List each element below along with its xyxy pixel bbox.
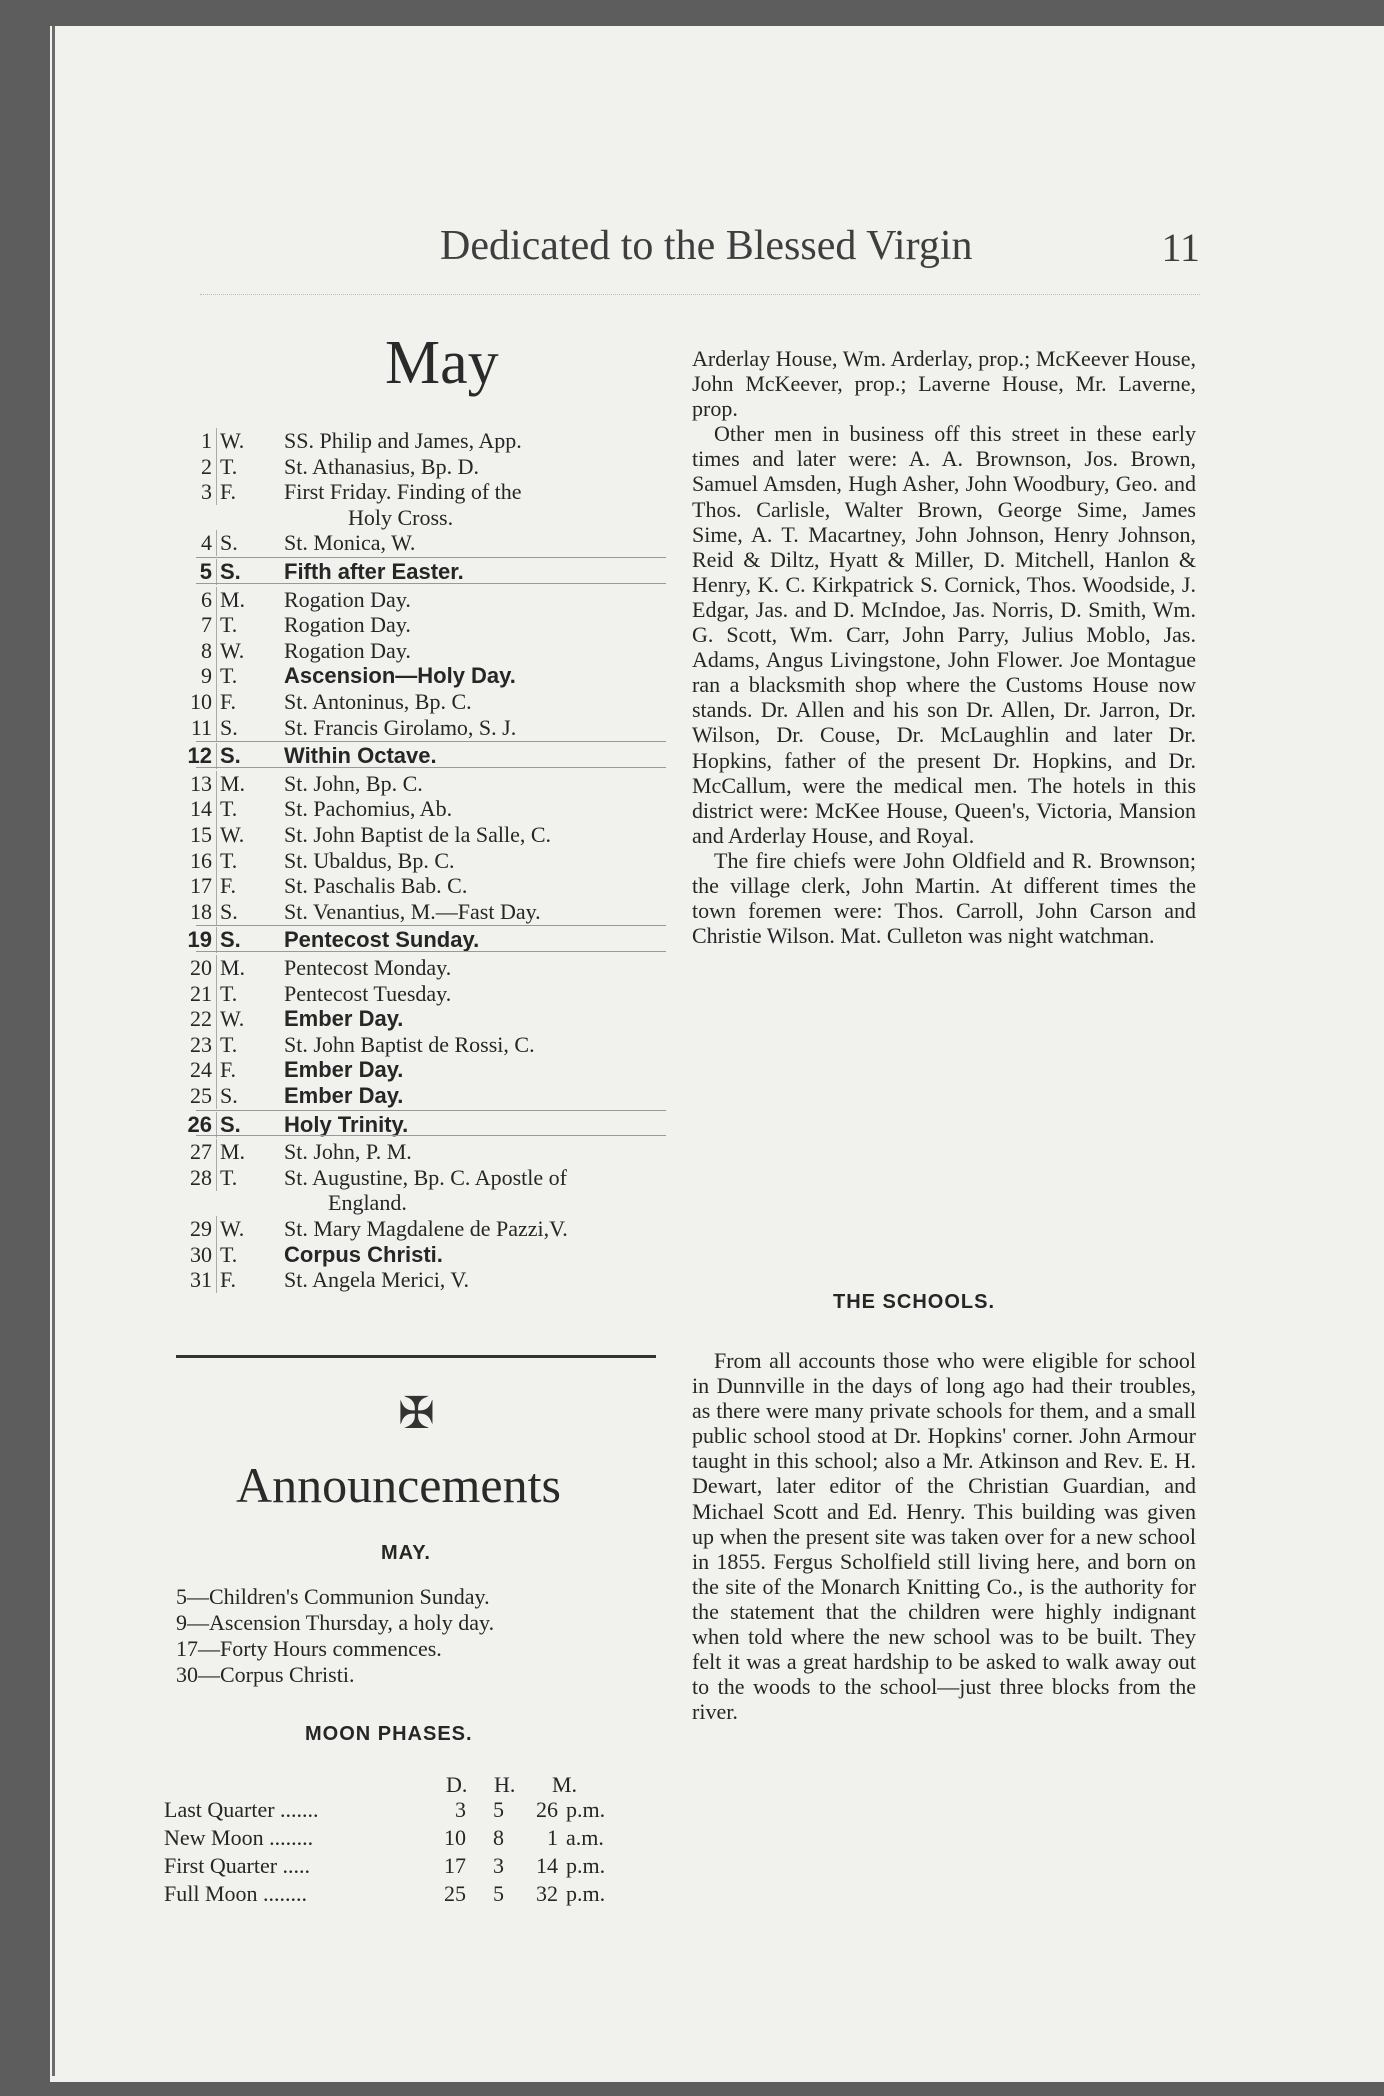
announcement-item: 5—Children's Communion Sunday. — [176, 1584, 490, 1609]
calendar-column-rule — [216, 587, 217, 613]
cross-ornament-icon: ✠ — [398, 1389, 435, 1438]
calendar-day-number: 1 — [201, 428, 212, 453]
calendar-feast: Holy Trinity. — [284, 1111, 409, 1137]
calendar-entry — [168, 1139, 688, 1165]
calendar-day-number: 25 — [190, 1083, 212, 1108]
moon-phase-hour: 3 — [493, 1853, 504, 1878]
moon-phase-label: Last Quarter ....... — [164, 1797, 319, 1822]
calendar-feast: Ember Day. — [284, 1006, 404, 1032]
calendar-column-rule — [216, 1083, 217, 1109]
calendar-weekday: T. — [220, 612, 238, 638]
calendar-entry — [168, 1057, 688, 1083]
calendar-weekday: S. — [220, 714, 238, 740]
calendar-feast: Corpus Christi. — [284, 1241, 443, 1267]
calendar-column-rule — [216, 1057, 217, 1083]
moon-phase-row — [164, 1880, 654, 1908]
announcements-title: Announcements — [236, 1457, 561, 1513]
calendar-feast: Ember Day. — [284, 1083, 404, 1108]
calendar-entry — [168, 796, 688, 822]
calendar-weekday: T. — [220, 796, 238, 822]
calendar-feast: Pentecost Monday. — [284, 955, 452, 980]
moon-header-hours: H. — [494, 1772, 516, 1797]
calendar-entry — [168, 927, 688, 953]
calendar-weekday: F. — [220, 1267, 236, 1293]
calendar-day-number: 19 — [187, 927, 212, 953]
calendar-column-rule — [216, 1216, 217, 1242]
calendar-weekday: T. — [220, 453, 238, 479]
calendar-column-rule — [216, 1267, 217, 1293]
calendar-column-rule — [216, 1112, 217, 1138]
calendar-day-number: 29 — [190, 1216, 212, 1241]
calendar-entry — [168, 899, 688, 925]
sunday-separator — [196, 951, 666, 952]
moon-phase-period: p.m. — [566, 1797, 606, 1822]
sunday-separator — [196, 767, 666, 768]
calendar-day-number: 16 — [190, 847, 212, 873]
calendar-day-number: 5 — [199, 559, 212, 584]
calendar-weekday: S. — [220, 898, 238, 924]
calendar-day-number: 27 — [190, 1139, 212, 1165]
calendar-column-rule — [216, 1242, 217, 1268]
moon-header-days: D. — [446, 1772, 468, 1797]
calendar-feast: St. Venantius, M.—Fast Day. — [284, 898, 541, 924]
calendar-column-rule — [216, 899, 217, 925]
calendar-weekday: W. — [220, 1006, 245, 1032]
calendar-column-rule — [216, 822, 217, 848]
calendar-feast: Rogation Day. — [284, 637, 411, 663]
schools-paragraph: From all accounts those who were eligible for school in Dunnville in the days of long ago had their troubles, as there were many private schools for them, and a small public school stood at Dr. Hopkins' corner. John Armour taught in this school; also a Mr. Atkinson and Rev. E. H. Dewart, later editor of the Christian Guardian, and Michael Scott and Ed. Henry. This building was given up when the present site was taken over for a new school in 1855. Fergus Scholfield still living here, and born on the site of the Monarch Knitting Co., is the authority for the statement that the children were highly indignant when told where the new school was to be built. They felt it was a great hardship to be asked to walk away out to the woods to the school—just three blocks from the river. — [692, 1348, 1196, 1725]
calendar-weekday: M. — [220, 1139, 246, 1165]
calendar-feast: St. Angela Merici, V. — [284, 1267, 469, 1293]
history-paragraph: Arderlay House, Wm. Arderlay, prop.; McKeever House, John McKeever, prop.; Laverne House, Mr. Laverne, prop. — [692, 346, 1196, 422]
calendar-entry — [168, 822, 688, 848]
calendar-weekday: F. — [220, 1057, 236, 1083]
calendar-feast-continuation: Holy Cross. — [348, 504, 454, 530]
calendar-day-number: 13 — [190, 770, 212, 796]
running-header — [440, 222, 1200, 282]
calendar-entry — [168, 1006, 688, 1032]
calendar-entry — [168, 663, 688, 689]
calendar-entry — [168, 559, 688, 585]
calendar-day-number: 9 — [201, 663, 212, 689]
calendar-entry — [168, 1112, 688, 1138]
calendar-weekday: S. — [220, 1083, 238, 1108]
calendar-weekday: S. — [220, 1111, 241, 1137]
moon-phase-hour: 5 — [493, 1797, 504, 1822]
calendar-feast: St. Francis Girolamo, S. J. — [284, 714, 517, 740]
calendar-entry — [168, 612, 688, 638]
moon-phase-day: 3 — [455, 1797, 466, 1822]
calendar-day-number: 15 — [190, 822, 212, 847]
sunday-separator — [196, 557, 666, 558]
calendar-weekday: F. — [220, 689, 236, 714]
calendar-entry — [168, 981, 688, 1007]
moon-phase-label: Full Moon ........ — [164, 1881, 308, 1906]
calendar-weekday: S. — [220, 743, 241, 769]
calendar-day-number: 2 — [201, 453, 212, 479]
calendar-weekday: F. — [220, 479, 236, 505]
calendar-feast: St. Mary Magdalene de Pazzi,V. — [284, 1216, 568, 1241]
calendar-day-number: 24 — [190, 1057, 212, 1083]
calendar-feast: St. Pachomius, Ab. — [284, 796, 453, 822]
header-title: Dedicated to the Blessed Virgin — [440, 223, 973, 269]
calendar-day-number: 31 — [190, 1267, 212, 1293]
calendar-feast-continuation: England. — [328, 1190, 407, 1216]
calendar-weekday: T. — [220, 980, 238, 1006]
calendar-feast: St. Ubaldus, Bp. C. — [284, 847, 455, 873]
calendar-column-rule — [216, 927, 217, 953]
calendar-feast: St. John Baptist de Rossi, C. — [284, 1031, 535, 1057]
calendar-entry — [168, 1165, 688, 1191]
calendar-day-number: 6 — [201, 586, 212, 612]
calendar-day-number: 3 — [201, 479, 212, 505]
calendar-entry — [168, 479, 688, 505]
calendar-feast: First Friday. Finding of the — [284, 479, 522, 505]
moon-phase-period: p.m. — [566, 1853, 606, 1878]
calendar-entry — [168, 955, 688, 981]
calendar-day-number: 10 — [190, 689, 212, 714]
moon-phase-minute: 14 — [536, 1853, 558, 1878]
calendar-feast: St. Augustine, Bp. C. Apostle of — [284, 1164, 567, 1190]
sunday-separator — [196, 1135, 666, 1136]
calendar-feast: Pentecost Sunday. — [284, 927, 480, 953]
calendar-column-rule — [216, 454, 217, 480]
calendar-entry — [168, 743, 688, 769]
calendar-entry — [168, 587, 688, 613]
announcements-list — [176, 1584, 494, 1688]
calendar-feast: Ascension—Holy Day. — [284, 663, 516, 689]
calendar-day-number: 8 — [201, 637, 212, 663]
calendar-column-rule — [216, 743, 217, 769]
calendar-feast: Within Octave. — [284, 743, 437, 769]
calendar-feast: SS. Philip and James, App. — [284, 428, 522, 453]
calendar-day-number: 14 — [190, 796, 212, 822]
calendar-column-rule — [216, 612, 217, 638]
calendar-column-rule — [216, 663, 217, 689]
calendar-feast: St. Monica, W. — [284, 530, 416, 556]
calendar-weekday: T. — [220, 1031, 238, 1057]
calendar-feast: St. John Baptist de la Salle, C. — [284, 822, 552, 847]
calendar-entry — [168, 1267, 688, 1293]
moon-phase-label: First Quarter ..... — [164, 1853, 311, 1878]
moon-phase-row — [164, 1852, 654, 1880]
calendar-column-rule — [216, 638, 217, 664]
calendar-feast: St. Paschalis Bab. C. — [284, 873, 468, 899]
calendar-entry — [168, 530, 688, 556]
sunday-separator — [196, 583, 666, 584]
announcements-subtitle: MAY. — [381, 1542, 431, 1564]
moon-phase-hour: 8 — [493, 1825, 504, 1850]
calendar-column-rule — [216, 796, 217, 822]
moon-phase-day: 10 — [444, 1825, 466, 1850]
calendar-day-number: 4 — [201, 530, 212, 556]
calendar-weekday: T. — [220, 1164, 238, 1190]
moon-phase-day: 25 — [444, 1881, 466, 1906]
calendar-column-rule — [216, 873, 217, 899]
schools-heading: THE SCHOOLS. — [833, 1291, 996, 1313]
calendar-feast: Pentecost Tuesday. — [284, 980, 452, 1006]
calendar-entry — [168, 1242, 688, 1268]
calendar-feast: Ember Day. — [284, 1057, 404, 1083]
calendar-entry — [168, 1083, 688, 1109]
announcement-item: 30—Corpus Christi. — [176, 1662, 355, 1687]
calendar-column-rule — [216, 689, 217, 715]
calendar-feast: Fifth after Easter. — [284, 559, 464, 584]
calendar-day-number: 20 — [190, 955, 212, 980]
calendar-entry — [168, 638, 688, 664]
calendar-column-rule — [216, 715, 217, 741]
calendar-weekday: M. — [220, 955, 246, 980]
calendar-day-number: 30 — [190, 1241, 212, 1267]
calendar-entry — [168, 848, 688, 874]
calendar-weekday: W. — [220, 637, 245, 663]
calendar-weekday: T. — [220, 847, 238, 873]
sunday-separator — [196, 1110, 666, 1111]
calendar-weekday: W. — [220, 822, 245, 847]
moon-phase-label: New Moon ........ — [164, 1825, 314, 1850]
page-number: 11 — [1161, 225, 1200, 270]
calendar-feast: St. Athanasius, Bp. D. — [284, 453, 479, 479]
calendar-day-number: 17 — [190, 873, 212, 899]
calendar-column-rule — [216, 1139, 217, 1165]
calendar-weekday: W. — [220, 428, 245, 453]
calendar-weekday: S. — [220, 559, 241, 584]
calendar-day-number: 21 — [190, 980, 212, 1006]
moon-phases-title: MOON PHASES. — [305, 1723, 473, 1745]
announcement-item: 17—Forty Hours commences. — [176, 1636, 442, 1661]
moon-phase-minute: 26 — [536, 1797, 558, 1822]
header-divider — [200, 294, 1200, 295]
calendar-column-rule — [216, 530, 217, 556]
calendar-column-rule — [216, 479, 217, 505]
calendar-entry — [168, 428, 688, 454]
calendar-entry — [168, 771, 688, 797]
calendar-day-number: 7 — [201, 612, 212, 638]
calendar-column-rule — [216, 955, 217, 981]
calendar-day-number: 11 — [190, 714, 212, 740]
history-paragraph: The fire chiefs were John Oldfield and R. Brownson; the village clerk, John Martin. At different times the town foremen were: Thos. Carroll, John Carson and Christie Wilson. Mat. Culleton was night watchman. — [692, 847, 1196, 949]
calendar-weekday: F. — [220, 873, 236, 899]
calendar-day-number: 23 — [190, 1031, 212, 1057]
calendar-weekday: T. — [220, 663, 238, 689]
calendar-feast: St. John, Bp. C. — [284, 770, 423, 796]
calendar-column-rule — [216, 559, 217, 585]
calendar-feast: St. Antoninus, Bp. C. — [284, 689, 472, 714]
history-text-upper — [692, 346, 1196, 948]
calendar-column-rule — [216, 428, 217, 454]
calendar-weekday: T. — [220, 1241, 238, 1267]
calendar-day-number: 28 — [190, 1164, 212, 1190]
calendar-entry — [168, 454, 688, 480]
calendar-entry — [168, 715, 688, 741]
calendar-entry — [168, 689, 688, 715]
history-text-lower — [692, 1348, 1196, 1724]
calendar-bottom-rule — [176, 1355, 656, 1358]
calendar-feast: St. John, P. M. — [284, 1139, 412, 1165]
moon-phase-row — [164, 1796, 654, 1824]
moon-phase-row — [164, 1824, 654, 1852]
moon-phase-period: p.m. — [566, 1881, 606, 1906]
page-binding-edge — [52, 26, 65, 2076]
calendar-entry — [168, 1032, 688, 1058]
calendar-column-rule — [216, 981, 217, 1007]
calendar-entry — [168, 1216, 688, 1242]
calendar-day-number: 18 — [190, 898, 212, 924]
calendar-day-number: 22 — [190, 1006, 212, 1032]
calendar-column-rule — [216, 1006, 217, 1032]
moon-phase-period: a.m. — [566, 1825, 604, 1850]
calendar-weekday: M. — [220, 770, 246, 796]
calendar-weekday: S. — [220, 927, 241, 953]
moon-phase-hour: 5 — [493, 1881, 504, 1906]
calendar-column-rule — [216, 848, 217, 874]
announcement-item: 9—Ascension Thursday, a holy day. — [176, 1610, 495, 1635]
sunday-separator — [196, 741, 666, 742]
calendar-weekday: M. — [220, 586, 246, 612]
moon-phase-day: 17 — [444, 1853, 466, 1878]
calendar-feast: Rogation Day. — [284, 612, 411, 638]
calendar-column-rule — [216, 771, 217, 797]
calendar-column-rule — [216, 1165, 217, 1191]
moon-header-minutes: M. — [552, 1772, 578, 1797]
sunday-separator — [196, 925, 666, 926]
calendar-month-title: May — [385, 329, 499, 397]
calendar-weekday: S. — [220, 530, 238, 556]
moon-phase-minute: 32 — [536, 1881, 558, 1906]
calendar-weekday: W. — [220, 1216, 245, 1241]
calendar-column-rule — [216, 1032, 217, 1058]
calendar-entry — [168, 873, 688, 899]
history-paragraph: Other men in business off this street in these early times and later were: A. A. Brownson, Jos. Brown, Samuel Amsden, Hugh Asher, John Woodbury, Geo. and Thos. Carlisle, Walter Brown, George Sime, James Sime, A. T. Macartney, John Johnson, Henry Johnson, Reid & Diltz, Hyatt & Miller, D. Mitchell, Hanlon & Henry, K. C. Kirkpatrick S. Cornick, Thos. Woodside, J. Edgar, Jas. and D. McIndoe, Jas. Norris, D. Smith, Wm. G. Scott, Wm. Carr, John Parry, Julius Moblo, Jas. Adams, Angus Livingstone, John Flower. Joe Montague ran a blacksmith shop where the Customs House now stands. Dr. Allen and his son Dr. Allen, Dr. Jarron, Dr. Wilson, Dr. Couse, Dr. McLaughlin and later Dr. Hopkins, father of the present Dr. Hopkins, and Dr. McCallum, were the medical men. The hotels in this district were: McKee House, Queen's, Victoria, Mansion and Arderlay House, and Royal. — [692, 421, 1196, 848]
calendar-day-number: 12 — [187, 743, 212, 769]
calendar-feast: Rogation Day. — [284, 586, 411, 612]
calendar-day-number: 26 — [187, 1111, 212, 1137]
moon-phase-minute: 1 — [547, 1825, 558, 1850]
